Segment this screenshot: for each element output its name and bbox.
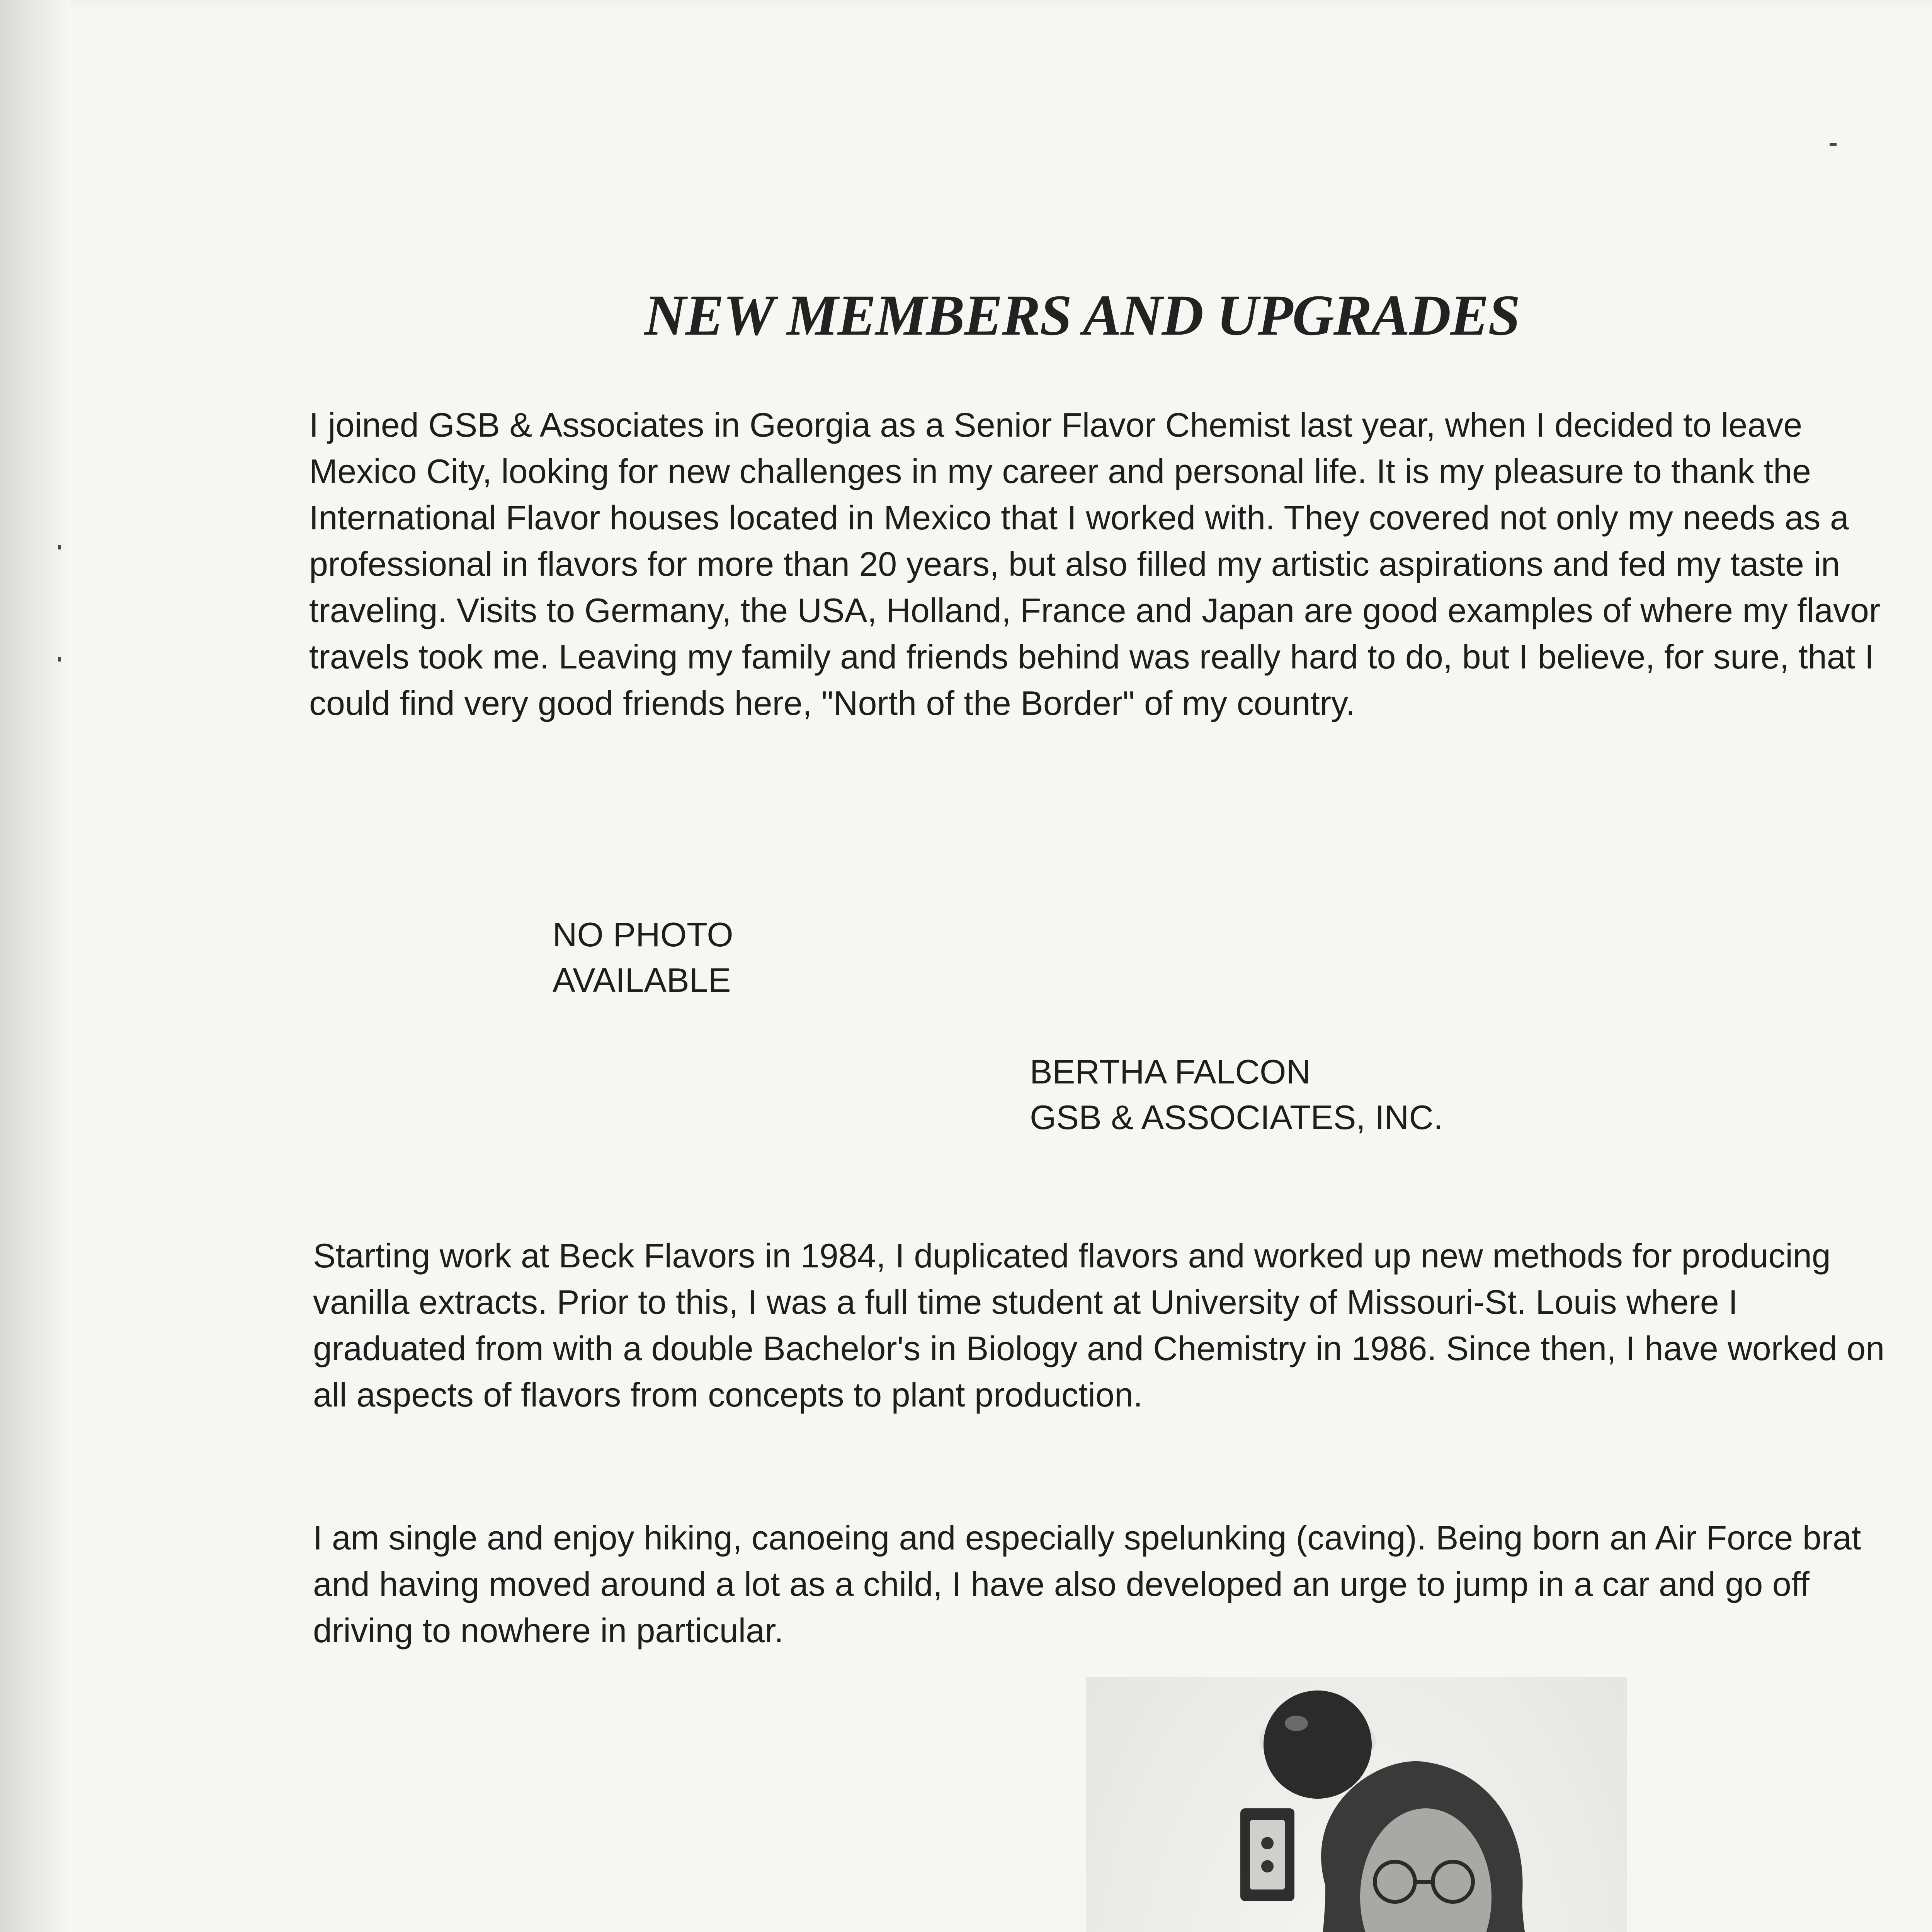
bertha-falcon-bio: I joined GSB & Associates in Georgia as a Senior Flavor Chemist last year, when I decided to leave Mexico City, looking for new challenges in my career and personal life. It is my pleasure to thank the International Flavor houses located in Mexico that I worked with. They covered not only my needs as a professional in flavors for more than 20 years, but also filled my artistic aspirations and fed my taste in traveling. Visits to Germany, the USA, Holland, France and Japan are good examples of where my flavor travels took me. Leaving my family and friends behind was really hard to do, but I believe, for sure, that I could find very good friends here, "North of the Border" of my country. (309, 406, 1881, 722)
edge-mark (58, 545, 61, 549)
no-photo-line: AVAILABLE (553, 961, 731, 999)
member-name: BERTHA FALCON (1030, 1053, 1311, 1091)
edge-mark (58, 657, 61, 662)
no-photo-note (553, 912, 733, 1003)
page-title: NEW MEMBERS AND UPGRADES (644, 283, 1520, 347)
no-photo-line: NO PHOTO (553, 915, 733, 954)
edge-mark (1830, 143, 1837, 146)
member-company: GSB & ASSOCIATES, INC. (1030, 1098, 1443, 1136)
kevin-berdak-photo (1086, 1677, 1627, 1932)
kevin-berdak-hobbies: I am single and enjoy hiking, canoeing and especially spelunking (caving). Being born an Air Force brat and having moved around a lot as a child, I have also developed an urge to jump in a car and go off driving to nowhere in particular. (313, 1519, 1861, 1650)
portrait-photo (1086, 1677, 1627, 1932)
kevin-berdak-bio: Starting work at Beck Flavors in 1984, I duplicated flavors and worked up new methods for producing vanilla extracts. Prior to this, I was a full time student at University of Missouri-St. Louis where I graduated from with a double Bachelor's in Biology and Chemistry in 1986. Since then, I have worked on all aspects of flavors from concepts to plant production. (313, 1236, 1885, 1414)
bertha-falcon-signature (1030, 1049, 1443, 1140)
